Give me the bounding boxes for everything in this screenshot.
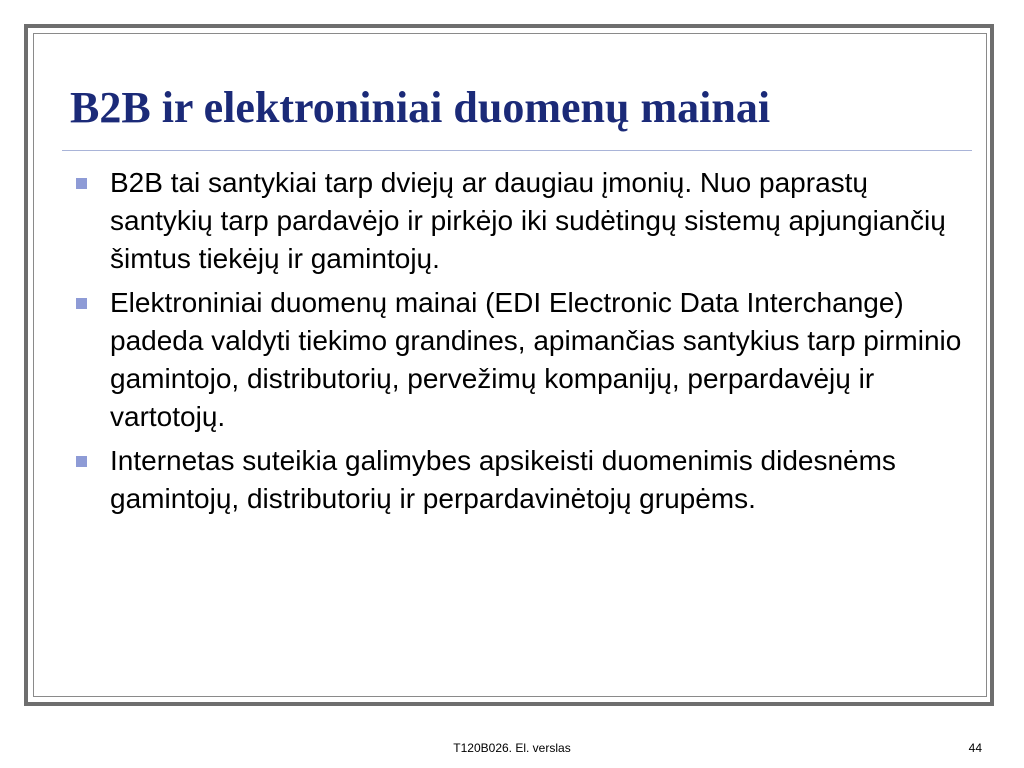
bullet-text: B2B tai santykiai tarp dviejų ar daugiau įmonių. Nuo paprastų santykių tarp pardavėjo ir pirkėjo iki sudėtingų sistemų apjungiančių šimtus tiekėjų ir gamintojų. (110, 167, 954, 274)
bullet-list (70, 164, 970, 524)
bullet-item (70, 442, 970, 518)
square-bullet-icon (76, 456, 87, 467)
bullet-item (70, 284, 970, 436)
square-bullet-icon (76, 298, 87, 309)
bullet-text: Internetas suteikia galimybes apsikeisti duomenimis didesnėms gamintojų, distributorių ir perpardavinėtojų grupėms. (110, 445, 904, 514)
bullet-item (70, 164, 970, 278)
footer-page-number: 44 (968, 741, 982, 755)
bullet-text: Elektroniniai duomenų mainai (EDI Electronic Data Interchange) padeda valdyti tiekimo grandines, apimančias santykius tarp pirminio gamintojo, distributorių, pervežimų kompanijų, perpardavėjų ir vartotojų. (110, 287, 970, 432)
footer-course-label: T120B026. El. verslas (453, 741, 571, 755)
slide-title: B2B ir elektroniniai duomenų mainai (70, 83, 771, 132)
title-divider (62, 150, 972, 151)
square-bullet-icon (76, 178, 87, 189)
